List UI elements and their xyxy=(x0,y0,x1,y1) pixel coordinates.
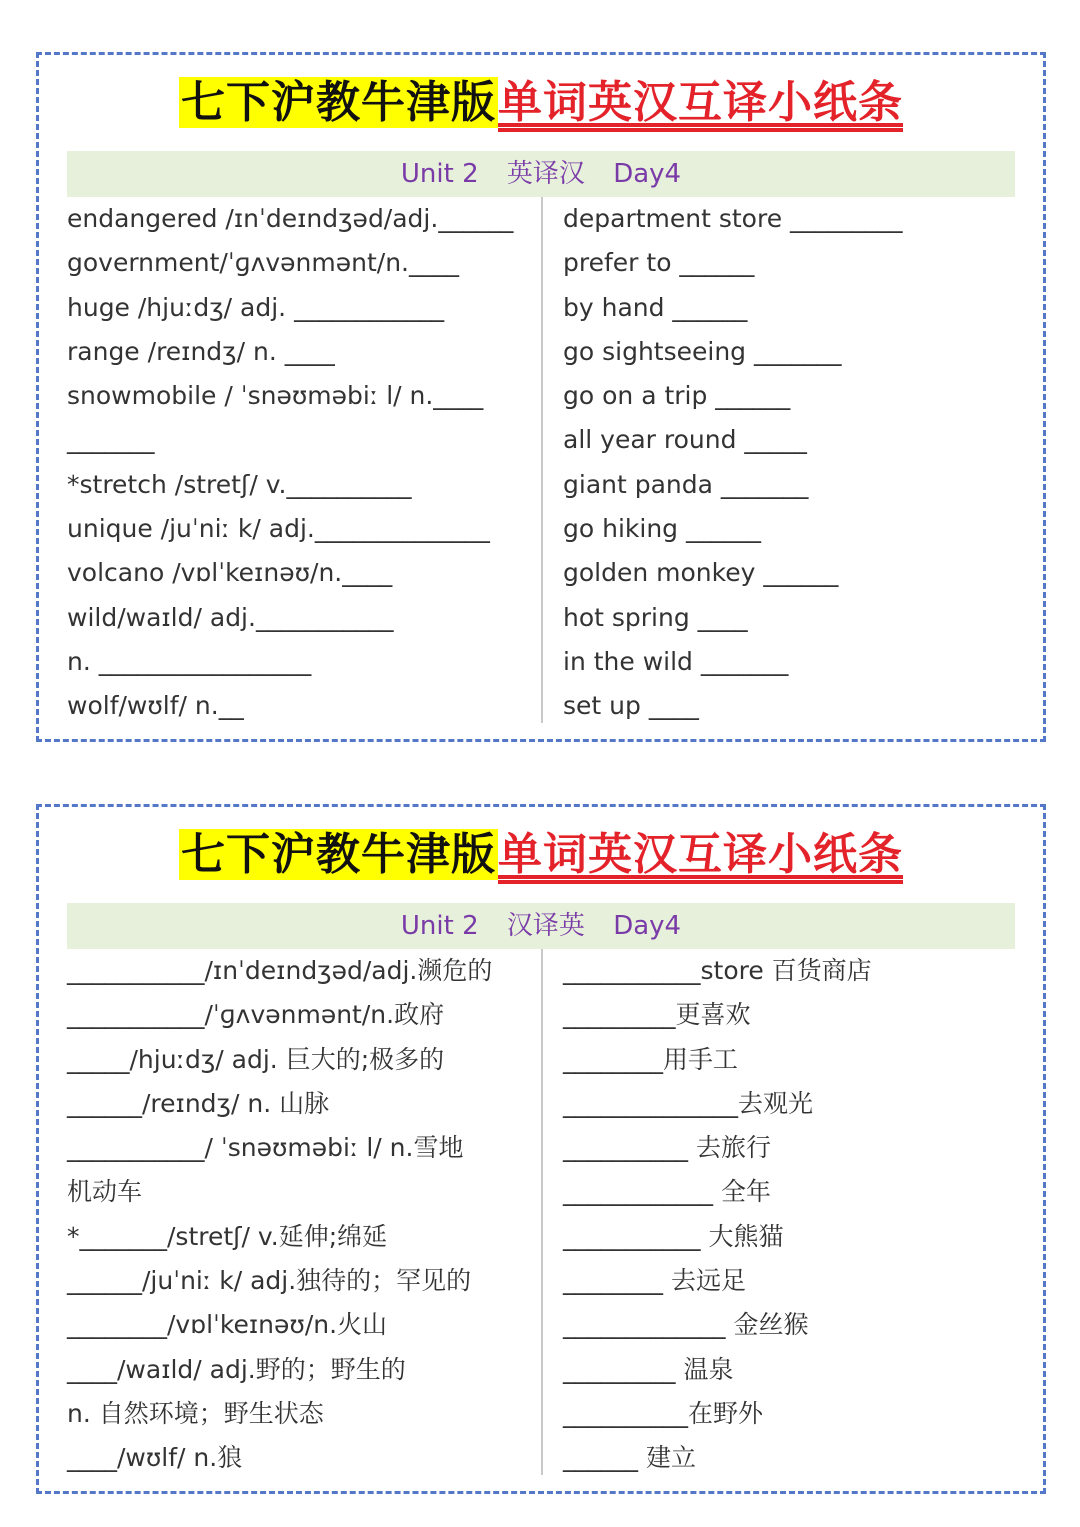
word-line: volcano /vɒlˈkeɪnəʊ/n.____ xyxy=(67,558,393,588)
title-red: 单词英汉互译小纸条 xyxy=(498,77,903,128)
phrase-line: ______________去观光 xyxy=(563,1088,814,1118)
word-line: wild/waɪld/ adj.___________ xyxy=(67,602,394,632)
phrase-line: _____________ 金丝猴 xyxy=(563,1310,809,1340)
title-highlight: 七下沪教牛津版 xyxy=(181,77,496,128)
word-line: ____/waɪld/ adj.野的；野生的 xyxy=(67,1354,406,1384)
unit-header xyxy=(67,151,1015,197)
phrase-line: department store _________ xyxy=(563,204,903,233)
phrase-line: go on a trip ______ xyxy=(563,381,791,411)
word-line: ____/wʊlf/ n.狼 xyxy=(67,1443,243,1473)
word-line: ________/vɒlˈkeɪnəʊ/n.火山 xyxy=(67,1310,388,1340)
word-line: wolf/wʊlf/ n.__ xyxy=(67,691,244,721)
left-column xyxy=(67,949,541,1481)
phrase-line: ______ 建立 xyxy=(563,1443,696,1473)
right-column xyxy=(563,949,1015,1481)
word-line: *_______/stretʃ/ v.延伸;绵延 xyxy=(67,1221,388,1251)
vocab-card-en-to-zh xyxy=(36,52,1046,742)
phrase-line: by hand ______ xyxy=(563,292,748,322)
title-highlight: 七下沪教牛津版 xyxy=(181,829,496,880)
word-line: snowmobile / ˈsnəʊməbiː l/ n.____ xyxy=(67,381,484,411)
column-divider xyxy=(541,197,543,723)
mode-label: 英译汉 xyxy=(506,159,585,189)
left-column xyxy=(67,197,541,729)
word-line: _____/hjuːdʒ/ adj. 巨大的;极多的 xyxy=(67,1044,445,1074)
card-title xyxy=(39,817,1043,893)
word-line: *stretch /stretʃ/ v.__________ xyxy=(67,469,412,499)
phrase-line: hot spring ____ xyxy=(563,602,748,632)
word-line: n. 自然环境；野生状态 xyxy=(67,1398,324,1428)
phrase-line: ________ 去远足 xyxy=(563,1266,746,1296)
word-line: endangered /ɪnˈdeɪndʒəd/adj.______ xyxy=(67,204,514,233)
phrase-line: giant panda _______ xyxy=(563,469,809,499)
phrase-line: go sightseeing _______ xyxy=(563,336,842,366)
word-line: _______ xyxy=(67,425,155,455)
phrase-line: ____________ 全年 xyxy=(563,1177,771,1207)
unit-label: Unit 2 xyxy=(400,911,479,941)
word-line: 机动车 xyxy=(67,1177,143,1207)
phrase-line: prefer to ______ xyxy=(563,248,755,278)
phrase-line: ________用手工 xyxy=(563,1044,739,1074)
word-line: ___________/ɪnˈdeɪndʒəd/adj.濒危的 xyxy=(67,956,493,985)
day-label: Day4 xyxy=(613,159,682,189)
mode-label: 汉译英 xyxy=(506,911,585,941)
unit-header xyxy=(67,903,1015,949)
phrase-line: set up ____ xyxy=(563,691,699,721)
word-line: government/ˈɡʌvənmənt/n.____ xyxy=(67,248,459,278)
vocab-card-zh-to-en xyxy=(36,804,1046,1494)
phrase-line: __________在野外 xyxy=(563,1398,764,1428)
card-title xyxy=(39,65,1043,141)
phrase-line: go hiking ______ xyxy=(563,514,761,544)
column-divider xyxy=(541,949,543,1475)
phrase-line: ___________ 大熊猫 xyxy=(563,1221,784,1251)
word-line: range /reɪndʒ/ n. ____ xyxy=(67,336,335,366)
word-line: ___________/ ˈsnəʊməbiː l/ n.雪地 xyxy=(67,1133,464,1163)
unit-label: Unit 2 xyxy=(400,159,479,189)
phrase-line: _________更喜欢 xyxy=(563,1000,751,1030)
phrase-line: __________ 去旅行 xyxy=(563,1133,771,1163)
day-label: Day4 xyxy=(613,911,682,941)
title-red: 单词英汉互译小纸条 xyxy=(498,829,903,880)
word-line: n. _________________ xyxy=(67,646,312,676)
phrase-line: ___________store 百货商店 xyxy=(563,956,872,985)
word-line: huge /hjuːdʒ/ adj. ____________ xyxy=(67,292,445,322)
word-columns xyxy=(67,949,1015,1481)
word-columns xyxy=(67,197,1015,729)
phrase-line: in the wild _______ xyxy=(563,646,789,676)
word-line: ______/reɪndʒ/ n. 山脉 xyxy=(67,1088,330,1118)
phrase-line: _________ 温泉 xyxy=(563,1354,734,1384)
right-column xyxy=(563,197,1015,729)
word-line: ______/juˈniː k/ adj.独待的；罕见的 xyxy=(67,1266,472,1296)
word-line: unique /juˈniː k/ adj.______________ xyxy=(67,514,490,544)
word-line: ___________/ˈɡʌvənmənt/n.政府 xyxy=(67,1000,445,1030)
phrase-line: golden monkey ______ xyxy=(563,558,839,588)
phrase-line: all year round _____ xyxy=(563,425,807,455)
